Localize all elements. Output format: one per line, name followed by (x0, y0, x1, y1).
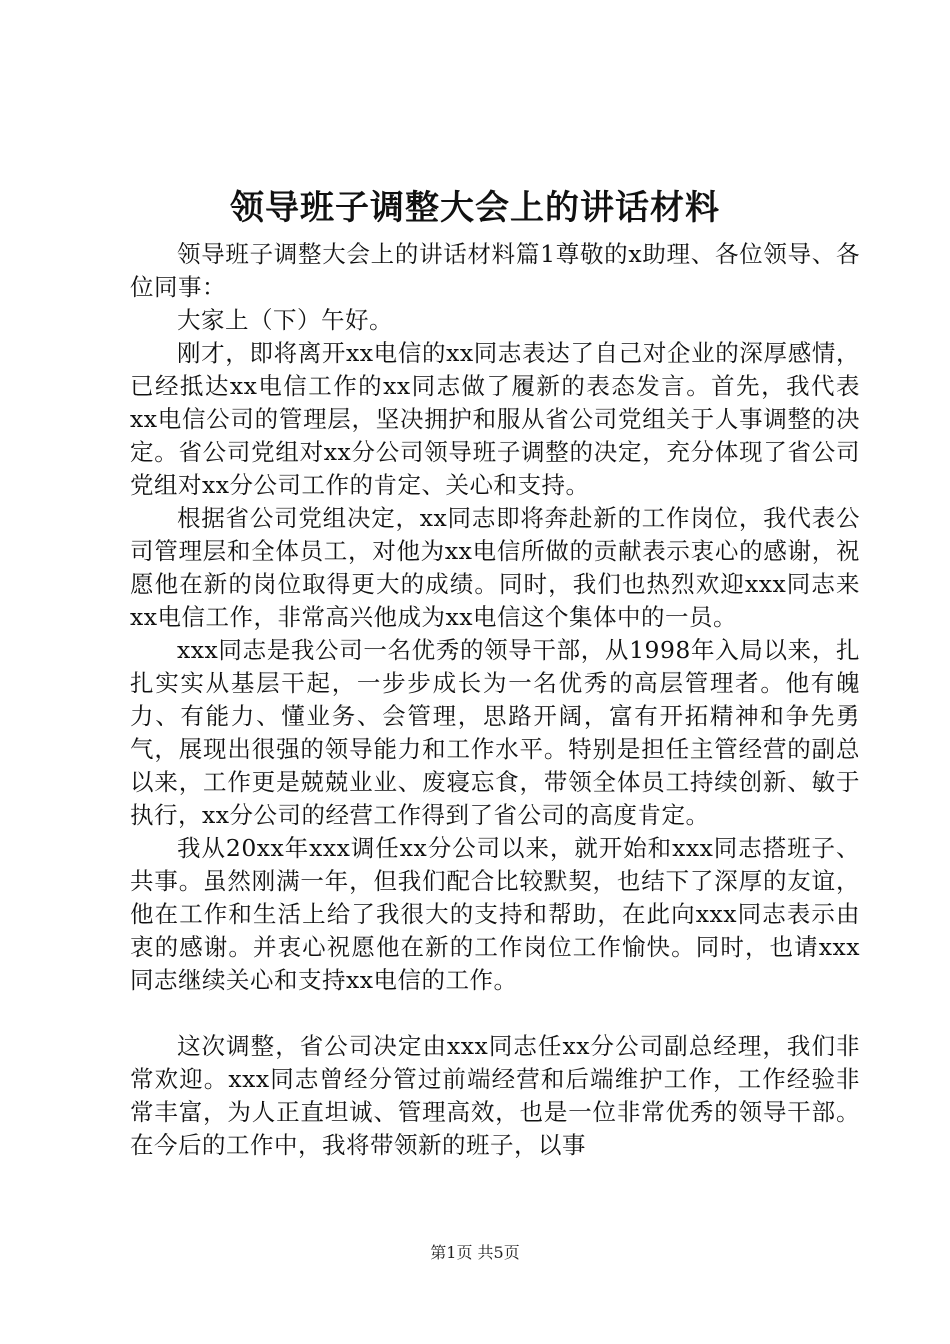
document-title: 领导班子调整大会上的讲话材料 (230, 188, 720, 228)
page-footer: 第1页 共5页 (430, 1243, 520, 1262)
document-body (130, 238, 860, 1162)
paragraph-thanks: 根据省公司党组决定，xx同志即将奔赴新的工作岗位，我代表公司管理层和全体员工，对他为xx电信所做的贡献表示衷心的感谢，祝愿他在新的岗位取得更大的成绩。同时，我们也热烈欢迎xxx同志来xx电信工作，非常高兴他成为xx电信这个集体中的一员。 (130, 504, 860, 631)
paragraph-greeting: 大家上（下）午好。 (177, 306, 393, 334)
paragraph-adjustment: 这次调整，省公司决定由xxx同志任xx分公司副总经理，我们非常欢迎。xxx同志曾经分管过前端经营和后端维护工作，工作经验非常丰富，为人正直坦诚、管理高效，也是一位非常优秀的领导干部。在今后的工作中，我将带领新的班子，以事 (130, 1032, 860, 1159)
paragraph-salutation: 领导班子调整大会上的讲话材料篇1尊敬的x助理、各位领导、各位同事： (130, 240, 860, 301)
paragraph-profile: xxx同志是我公司一名优秀的领导干部，从1998年入局以来，扎扎实实从基层干起，一步步成长为一名优秀的高层管理者。他有魄力、有能力、懂业务、会管理，思路开阔，富有开拓精神和争先勇气，展现出很强的领导能力和工作水平。特别是担任主管经营的副总以来，工作更是兢兢业业、废寝忘食，带领全体员工持续创新、敏于执行，xx分公司的经营工作得到了省公司的高度肯定。 (130, 636, 860, 829)
paragraph-cooperation: 我从20xx年xxx调任xx分公司以来，就开始和xxx同志搭班子、共事。虽然刚满一年，但我们配合比较默契，也结下了深厚的友谊，他在工作和生活上给了我很大的支持和帮助，在此向xxx同志表示由衷的感谢。并衷心祝愿他在新的工作岗位工作愉快。同时，也请xxx同志继续关心和支持xx电信的工作。 (130, 834, 860, 994)
paragraph-opening: 刚才，即将离开xx电信的xx同志表达了自己对企业的深厚感情，已经抵达xx电信工作的xx同志做了履新的表态发言。首先，我代表xx电信公司的管理层，坚决拥护和服从省公司党组关于人事调整的决定。省公司党组对xx分公司领导班子调整的决定，充分体现了省公司党组对xx分公司工作的肯定、关心和支持。 (130, 339, 860, 499)
